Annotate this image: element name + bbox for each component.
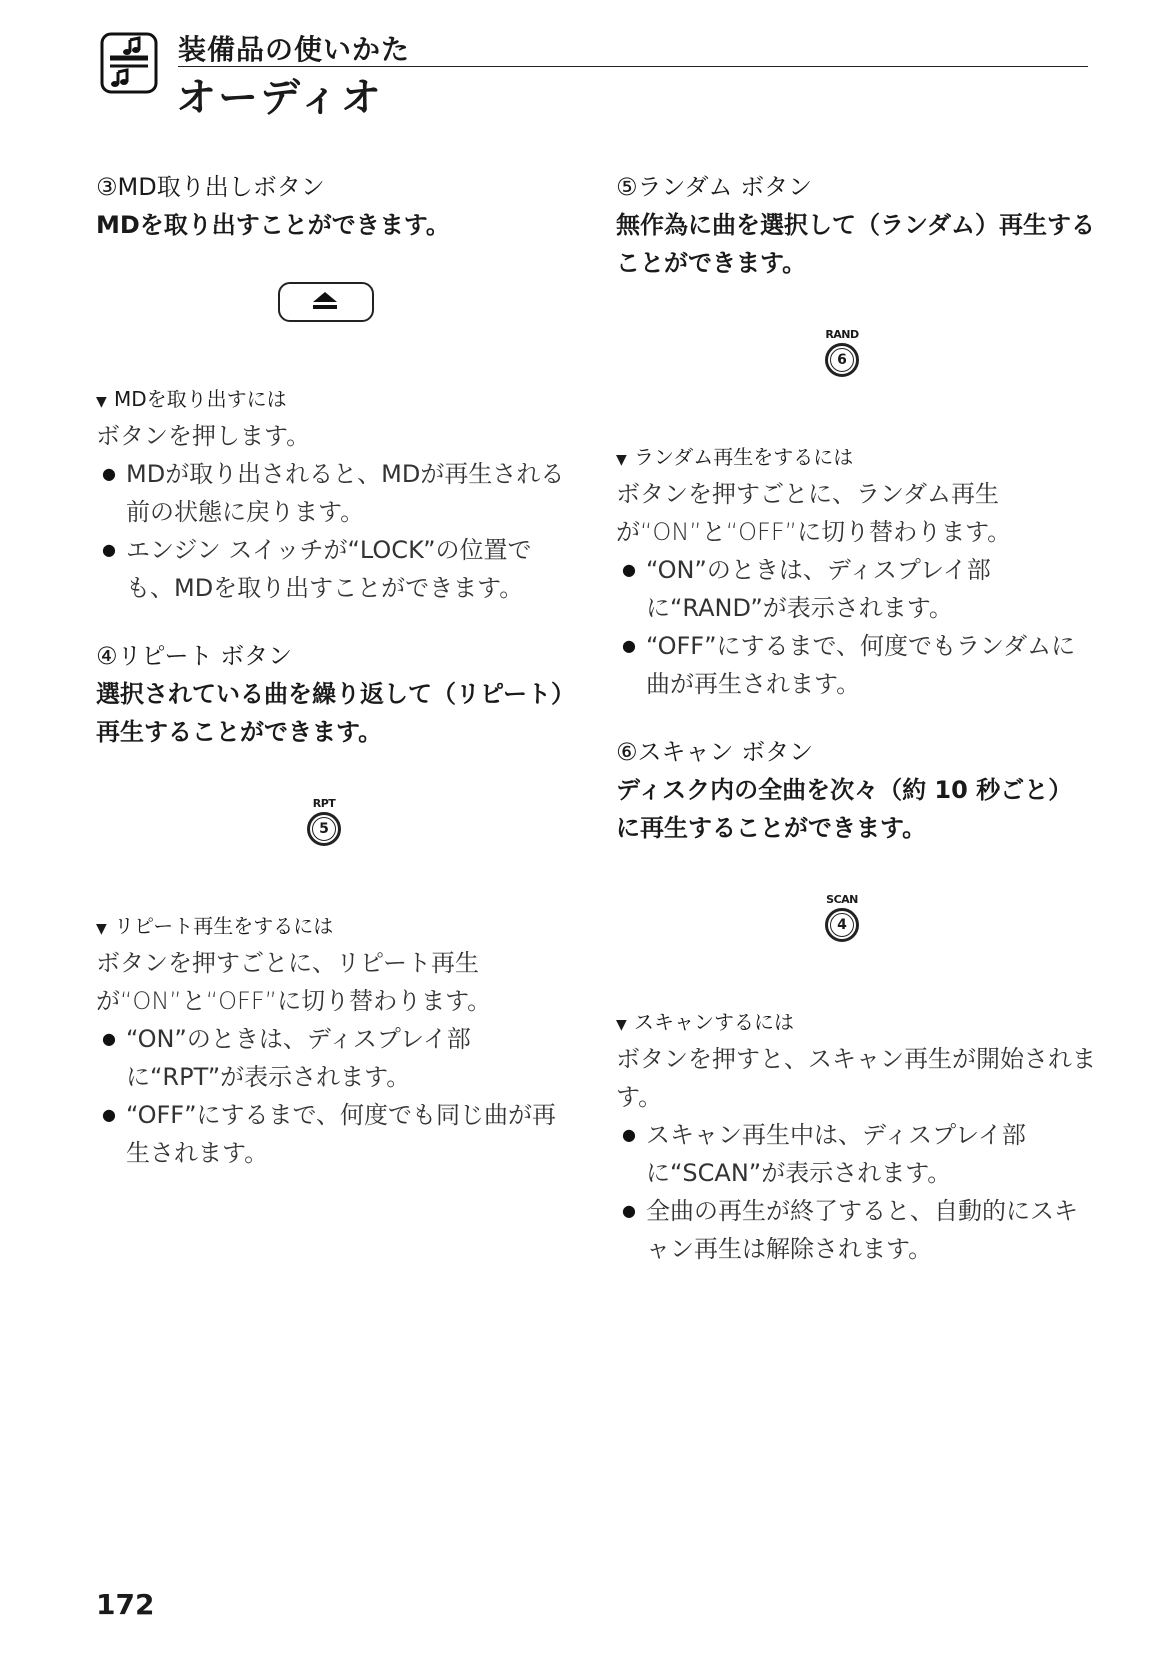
eject-icon <box>310 290 340 312</box>
button-number: 6 <box>837 352 847 368</box>
instruction-text: ボタンを押します。 <box>96 422 311 450</box>
button-label: RAND <box>825 328 859 341</box>
list-item: ● “OFF”にするまで、何度でも同じ曲が再生されます。 <box>96 1096 576 1172</box>
section-md-eject <box>96 168 576 607</box>
bullet-icon: ● <box>622 636 636 655</box>
button-illustration <box>616 282 1096 442</box>
subsection-heading: ▼ MDを取り出すには <box>96 384 576 417</box>
page-number: 172 <box>96 1588 155 1621</box>
instruction-text: ボタンを押すごとに、リピート再生が“ON”と“OFF”に切り替わります。 <box>96 949 492 1015</box>
eject-button <box>278 282 374 322</box>
section-title: ⑥スキャン ボタン <box>616 738 814 766</box>
section-title: ⑤ランダム ボタン <box>616 173 813 201</box>
list-item: ● “OFF”にするまで、何度でもランダムに曲が再生されます。 <box>616 627 1096 703</box>
repeat-button <box>294 797 354 846</box>
triangle-down-icon: ▼ <box>96 394 107 410</box>
button-illustration <box>616 847 1096 1007</box>
list-item: ● “ON”のときは、ディスプレイ部に“RPT”が表示されます。 <box>96 1020 576 1096</box>
button-illustration <box>96 751 576 911</box>
page-title: オーディオ <box>176 75 383 121</box>
left-column <box>96 168 576 1172</box>
button-label: RPT <box>312 797 336 810</box>
section-description: MDを取り出すことができます。 <box>96 211 450 239</box>
list-item: ● エンジン スイッチが“LOCK”の位置でも、MDを取り出すことができます。 <box>96 531 576 607</box>
scan-button <box>812 893 872 942</box>
button-label: SCAN <box>826 893 858 906</box>
triangle-down-icon: ▼ <box>96 921 107 937</box>
subsection-heading: ▼ ランダム再生をするには <box>616 442 1096 475</box>
section-description: ディスク内の全曲を次々（約 10 秒ごと）に再生することができます。 <box>616 776 1073 842</box>
section-description: 無作為に曲を選択して（ランダム）再生することができます。 <box>616 211 1096 277</box>
audio-music-note-icon <box>100 32 158 94</box>
list-item: ● スキャン再生中は、ディスプレイ部に“SCAN”が表示されます。 <box>616 1116 1096 1192</box>
section-title: ④リピート ボタン <box>96 642 293 670</box>
section-title: ③MD取り出しボタン <box>96 173 325 201</box>
instruction-text: ボタンを押すと、スキャン再生が開始されます。 <box>616 1045 1096 1111</box>
instruction-text: ボタンを押すごとに、ランダム再生が“ON”と“OFF”に切り替わります。 <box>616 480 1012 546</box>
list-item: ● 全曲の再生が終了すると、自動的にスキャン再生は解除されます。 <box>616 1192 1096 1268</box>
button-number: 5 <box>319 821 329 837</box>
header-subtitle: 装備品の使いかた <box>178 33 411 66</box>
section-random <box>616 168 1096 703</box>
bullet-icon: ● <box>102 464 116 483</box>
bullet-icon: ● <box>102 1105 116 1124</box>
right-column <box>616 168 1096 1268</box>
subsection-heading: ▼ リピート再生をするには <box>96 911 576 944</box>
bullet-icon: ● <box>102 540 116 559</box>
button-illustration <box>96 244 576 384</box>
subsection-heading: ▼ スキャンするには <box>616 1007 1096 1040</box>
triangle-down-icon: ▼ <box>616 452 627 468</box>
list-item: ● “ON”のときは、ディスプレイ部に“RAND”が表示されます。 <box>616 551 1096 627</box>
section-scan <box>616 733 1096 1268</box>
list-item: ● MDが取り出されると、MDが再生される前の状態に戻ります。 <box>96 455 576 531</box>
section-description: 選択されている曲を繰り返して（リピート）再生することができます。 <box>96 680 576 746</box>
random-button <box>812 328 872 377</box>
button-number: 4 <box>837 917 847 933</box>
bullet-icon: ● <box>622 1125 636 1144</box>
bullet-icon: ● <box>622 560 636 579</box>
triangle-down-icon: ▼ <box>616 1017 627 1033</box>
bullet-icon: ● <box>102 1029 116 1048</box>
bullet-icon: ● <box>622 1201 636 1220</box>
section-repeat <box>96 637 576 1172</box>
